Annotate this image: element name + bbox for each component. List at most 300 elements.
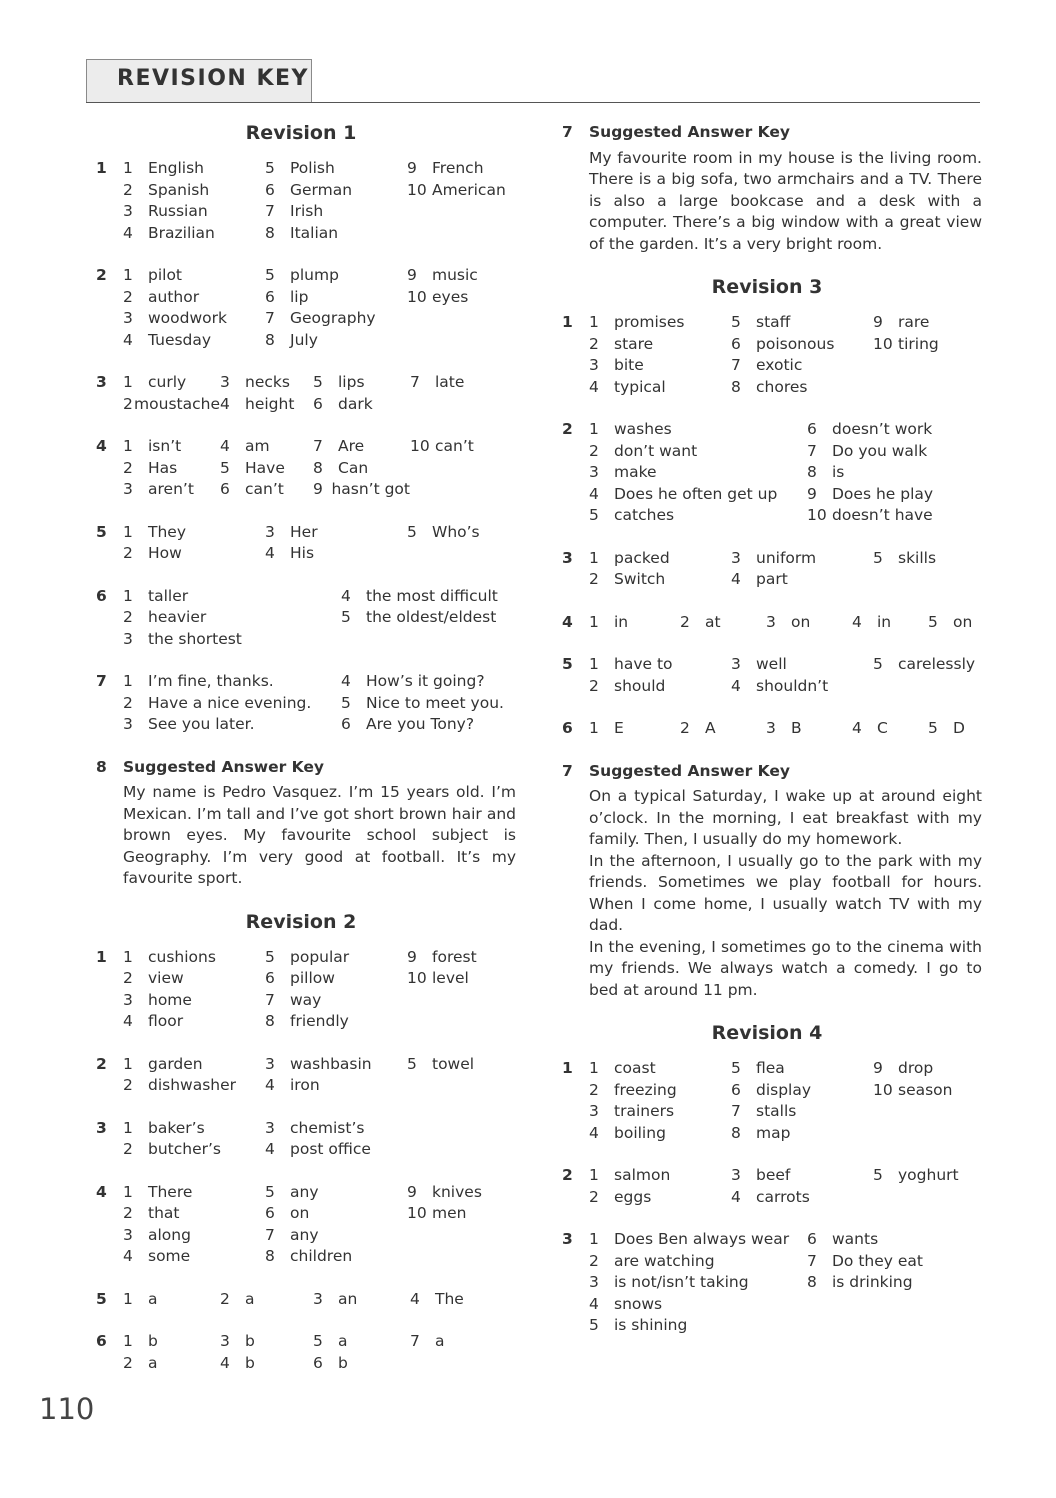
item-answer: taller xyxy=(148,586,189,605)
item-answer: children xyxy=(290,1247,353,1265)
exercise-essay xyxy=(562,122,982,255)
item-answer: English xyxy=(148,159,204,177)
answer-item xyxy=(407,287,537,309)
exercise-number: 6 xyxy=(562,719,573,737)
item-answer: eyes xyxy=(432,287,469,306)
item-answer: Can xyxy=(338,458,369,477)
item-number xyxy=(807,1315,832,1337)
answer-item xyxy=(265,201,407,223)
answer-item xyxy=(265,1011,407,1033)
item-answer: Switch xyxy=(614,570,666,588)
item-answer: Does he play xyxy=(832,484,934,503)
item-number: 5 xyxy=(407,1054,417,1073)
item-answer: yoghurt xyxy=(898,1166,959,1184)
item-number: 8 xyxy=(265,1247,275,1265)
answer-item xyxy=(873,654,1003,676)
exercise xyxy=(562,1058,982,1144)
item-number: 7 xyxy=(410,1332,420,1350)
answer-item xyxy=(123,287,265,309)
item-number: 3 xyxy=(123,715,133,733)
item-number: 1 xyxy=(123,522,133,541)
item-answer: butcher’s xyxy=(148,1140,221,1158)
item-number xyxy=(873,1123,898,1145)
item-number xyxy=(873,569,898,591)
item-number: 3 xyxy=(220,373,230,391)
answer-item xyxy=(220,458,313,480)
answer-grid xyxy=(123,265,516,351)
item-number: 10 xyxy=(873,334,893,353)
exercise xyxy=(96,158,516,244)
answer-item xyxy=(123,180,265,202)
answer-item xyxy=(123,586,341,608)
item-number: 1 xyxy=(123,1054,133,1073)
item-answer: should xyxy=(614,676,666,695)
item-answer: any xyxy=(290,1182,319,1201)
item-number xyxy=(410,394,435,416)
answer-grid xyxy=(123,372,516,415)
item-number: 1 xyxy=(589,655,599,673)
item-number: 3 xyxy=(589,356,599,374)
item-number: 7 xyxy=(265,1225,275,1244)
answer-item xyxy=(731,1080,873,1102)
item-answer: freezing xyxy=(614,1080,677,1099)
answer-grid xyxy=(589,612,982,634)
answer-item xyxy=(123,265,265,287)
answer-item xyxy=(873,334,1003,356)
item-number: 3 xyxy=(731,655,741,673)
answer-item xyxy=(407,265,537,287)
item-answer: C xyxy=(877,719,888,737)
item-number: 1 xyxy=(589,1059,599,1077)
answer-item xyxy=(766,718,852,740)
item-answer: well xyxy=(756,655,787,673)
item-number: 9 xyxy=(407,947,417,966)
item-answer: along xyxy=(148,1225,191,1244)
item-number: 4 xyxy=(341,586,351,605)
answer-item xyxy=(123,1331,220,1353)
item-number: 9 xyxy=(873,1059,883,1077)
answer-item xyxy=(731,334,873,356)
item-number: 4 xyxy=(589,377,599,396)
answer-item xyxy=(265,947,407,969)
answer-item xyxy=(589,334,731,356)
item-answer: See you later. xyxy=(148,715,255,733)
item-answer: on xyxy=(791,612,811,631)
answer-item xyxy=(410,479,500,501)
item-number: 2 xyxy=(123,458,133,477)
item-answer: some xyxy=(148,1247,191,1265)
item-answer: in xyxy=(614,612,629,631)
suggested-answer-heading: Suggested Answer Key xyxy=(589,123,791,141)
answer-item xyxy=(123,1139,265,1161)
item-number: 2 xyxy=(123,544,133,562)
answer-grid xyxy=(589,718,982,740)
exercise-number: 2 xyxy=(96,266,107,284)
item-number: 2 xyxy=(123,1353,133,1372)
item-number: 2 xyxy=(589,441,599,460)
item-number: 6 xyxy=(265,969,275,987)
item-number xyxy=(407,1118,432,1140)
item-number: 7 xyxy=(265,309,275,327)
item-answer: make xyxy=(614,463,657,481)
answer-item xyxy=(407,1139,537,1161)
answer-item xyxy=(807,484,997,506)
answer-item xyxy=(407,968,537,990)
exercise-number: 2 xyxy=(562,1166,573,1184)
item-number xyxy=(407,1011,432,1033)
item-number xyxy=(410,479,435,501)
item-answer: post office xyxy=(290,1140,371,1158)
item-answer: doesn’t work xyxy=(832,420,933,438)
item-answer: is not/isn’t taking xyxy=(614,1273,749,1291)
answer-item xyxy=(265,223,407,245)
item-number: 8 xyxy=(807,1273,817,1291)
item-number: 10 xyxy=(410,437,430,455)
item-number xyxy=(407,201,432,223)
item-answer: garden xyxy=(148,1054,203,1073)
item-answer: stalls xyxy=(756,1102,797,1120)
answer-item xyxy=(852,612,928,634)
answer-item xyxy=(123,1054,265,1076)
answer-item xyxy=(731,377,873,399)
item-number: 3 xyxy=(589,1273,599,1291)
item-answer: curly xyxy=(148,373,187,391)
item-number: 5 xyxy=(589,506,599,524)
item-number: 5 xyxy=(873,548,883,567)
answer-item xyxy=(313,458,410,480)
answer-item xyxy=(265,522,407,544)
item-answer: E xyxy=(614,719,624,737)
item-answer: is drinking xyxy=(832,1273,913,1291)
item-answer: boiling xyxy=(614,1123,666,1142)
answer-item xyxy=(123,1246,265,1268)
item-number: 2 xyxy=(589,1187,599,1206)
answer-item xyxy=(852,718,928,740)
item-number: 3 xyxy=(589,1102,599,1120)
item-answer: Are xyxy=(338,437,365,455)
answer-paragraphs xyxy=(589,786,982,1001)
answer-item xyxy=(589,654,731,676)
answer-item xyxy=(220,372,313,394)
exercise-number: 8 xyxy=(96,757,107,776)
item-number: 3 xyxy=(265,1118,275,1137)
item-answer: hasn’t got xyxy=(331,480,410,498)
answer-item xyxy=(313,1353,410,1375)
answer-item xyxy=(265,287,407,309)
item-number: 2 xyxy=(123,608,133,626)
item-number: 9 xyxy=(407,266,417,284)
exercise xyxy=(96,947,516,1033)
answer-item xyxy=(410,1289,500,1311)
item-answer: a xyxy=(245,1289,255,1308)
item-answer: a xyxy=(148,1353,158,1372)
item-number xyxy=(873,355,898,377)
answer-item xyxy=(766,612,852,634)
item-number: 4 xyxy=(220,1353,230,1372)
answer-item xyxy=(731,1101,873,1123)
answer-item xyxy=(589,377,731,399)
exercise-number: 1 xyxy=(96,159,107,177)
answer-item xyxy=(341,629,531,651)
exercise-number: 7 xyxy=(562,123,573,141)
item-number xyxy=(407,308,432,330)
answer-item xyxy=(589,1229,807,1251)
answer-item xyxy=(873,312,1003,334)
answer-grid xyxy=(123,436,516,501)
answer-item xyxy=(265,180,407,202)
answer-item xyxy=(873,676,1003,698)
answer-item xyxy=(123,201,265,223)
item-answer: forest xyxy=(432,947,477,966)
exercise-number: 1 xyxy=(562,313,573,331)
item-number: 2 xyxy=(680,612,690,631)
answer-item xyxy=(410,436,500,458)
answer-grid xyxy=(123,586,516,651)
item-number: 6 xyxy=(265,287,275,306)
item-answer: Does Ben always wear xyxy=(614,1230,790,1248)
answer-item xyxy=(589,312,731,334)
item-number: 3 xyxy=(766,719,776,737)
answer-item xyxy=(731,1058,873,1080)
answer-item xyxy=(410,394,500,416)
exercise-number: 5 xyxy=(96,1289,107,1308)
item-answer: Spanish xyxy=(148,180,210,199)
item-answer: flea xyxy=(756,1059,785,1077)
answer-item xyxy=(873,548,1003,570)
answer-item xyxy=(731,569,873,591)
item-number: 1 xyxy=(589,1166,599,1184)
answer-item xyxy=(341,714,531,736)
item-number: 3 xyxy=(313,1289,323,1308)
exercise xyxy=(562,718,982,740)
item-number: 5 xyxy=(928,612,938,631)
item-answer: chores xyxy=(756,377,808,396)
answer-item xyxy=(589,1058,731,1080)
answer-grid xyxy=(589,1058,982,1144)
item-answer: map xyxy=(756,1123,791,1142)
header-rule xyxy=(86,102,980,103)
answer-item xyxy=(410,1353,500,1375)
answer-item xyxy=(807,505,997,527)
item-answer: Are you Tony? xyxy=(366,715,475,733)
answer-item xyxy=(589,1315,807,1337)
answer-item xyxy=(220,394,313,416)
item-number: 6 xyxy=(313,1353,323,1372)
item-number: 4 xyxy=(220,437,230,455)
item-number: 7 xyxy=(731,356,741,374)
answer-item xyxy=(407,1182,537,1204)
item-number: 5 xyxy=(313,373,323,391)
item-number: 6 xyxy=(265,180,275,199)
answer-item xyxy=(731,548,873,570)
item-number: 5 xyxy=(265,159,275,177)
revision-2-title: Revision 2 xyxy=(245,910,357,933)
answer-item xyxy=(407,1011,537,1033)
item-answer: pillow xyxy=(290,969,335,987)
left-column xyxy=(96,122,516,1395)
item-number: 9 xyxy=(873,313,883,331)
item-answer: music xyxy=(432,266,478,284)
item-answer: exotic xyxy=(756,356,803,374)
answer-item xyxy=(731,355,873,377)
exercise xyxy=(96,522,516,565)
item-answer: Do you walk xyxy=(832,441,928,460)
exercise xyxy=(96,436,516,501)
item-answer: lip xyxy=(290,287,309,306)
answer-item xyxy=(265,1225,407,1247)
item-number: 5 xyxy=(265,947,275,966)
item-answer: typical xyxy=(614,377,666,396)
item-answer: b xyxy=(338,1353,348,1372)
exercise xyxy=(96,1054,516,1097)
answer-item xyxy=(589,419,807,441)
item-number: 4 xyxy=(589,484,599,503)
page-title: REVISION KEY xyxy=(117,66,309,91)
answer-item xyxy=(731,1165,873,1187)
item-number: 5 xyxy=(265,266,275,284)
item-answer: rare xyxy=(898,313,930,331)
item-answer: How xyxy=(148,544,182,562)
item-number: 1 xyxy=(123,1289,133,1308)
item-answer: dark xyxy=(338,394,373,413)
answer-item xyxy=(807,419,997,441)
item-number: 5 xyxy=(873,1166,883,1184)
answer-item xyxy=(123,1353,220,1375)
item-answer: iron xyxy=(290,1076,320,1094)
item-answer: bite xyxy=(614,356,644,374)
item-number xyxy=(407,1075,432,1097)
item-answer: am xyxy=(245,437,270,455)
exercise-number: 4 xyxy=(96,437,107,455)
answer-item xyxy=(123,693,341,715)
item-number: 4 xyxy=(123,330,133,349)
answer-item xyxy=(407,330,537,352)
answer-item xyxy=(407,1075,537,1097)
answer-item xyxy=(123,458,220,480)
answer-grid xyxy=(123,671,516,736)
item-number: 10 xyxy=(407,287,427,306)
item-answer: knives xyxy=(432,1182,482,1201)
item-number: 1 xyxy=(123,373,133,391)
item-answer: The xyxy=(435,1289,464,1308)
answer-item xyxy=(407,1225,537,1247)
answer-item xyxy=(123,1289,220,1311)
answer-paragraph: On a typical Saturday, I wake up at around eight o’clock. In the morning, I eat breakfast with my family. Then, I usually do my homework. xyxy=(589,787,982,848)
item-answer: American xyxy=(432,180,506,199)
item-answer: carrots xyxy=(756,1187,810,1206)
answer-item xyxy=(265,1139,407,1161)
item-answer: Do they eat xyxy=(832,1251,923,1270)
answer-item xyxy=(313,436,410,458)
exercise-number: 4 xyxy=(562,612,573,631)
item-answer: Geography xyxy=(290,309,376,327)
exercise-number: 1 xyxy=(96,947,107,966)
item-number: 2 xyxy=(123,287,133,306)
answer-item xyxy=(407,223,537,245)
item-number: 4 xyxy=(265,1076,275,1094)
answer-item xyxy=(589,1123,731,1145)
answer-item xyxy=(265,543,407,565)
exercise xyxy=(96,1289,516,1311)
item-answer: wants xyxy=(832,1230,879,1248)
answer-item xyxy=(265,158,407,180)
answer-item xyxy=(407,990,537,1012)
item-answer: a xyxy=(338,1332,348,1350)
item-answer: can’t xyxy=(245,480,284,498)
answer-paragraph: In the afternoon, I usually go to the park with my friends. Sometimes we play football for hours. When I come home, I usually watch TV with my dad. xyxy=(589,851,982,934)
exercise-number: 3 xyxy=(562,548,573,567)
answer-item xyxy=(407,1118,537,1140)
item-number: 2 xyxy=(123,394,133,413)
answer-item xyxy=(928,612,988,634)
item-number: 1 xyxy=(589,1230,599,1248)
item-number: 6 xyxy=(265,1204,275,1222)
answer-item xyxy=(873,1101,1003,1123)
answer-item xyxy=(123,947,265,969)
answer-item xyxy=(407,1246,537,1268)
answer-grid xyxy=(123,522,516,565)
item-number: 4 xyxy=(123,1012,133,1030)
item-answer: author xyxy=(148,287,200,306)
item-number: 8 xyxy=(313,458,323,477)
item-number: 4 xyxy=(123,223,133,242)
answer-item xyxy=(410,372,500,394)
item-answer: the shortest xyxy=(148,629,242,648)
item-number: 6 xyxy=(731,1080,741,1099)
answer-item xyxy=(589,612,680,634)
answer-item xyxy=(807,1251,997,1273)
item-answer: uniform xyxy=(756,548,817,567)
item-number: 2 xyxy=(123,693,133,712)
answer-item xyxy=(407,201,537,223)
item-number: 8 xyxy=(731,377,741,396)
answer-item xyxy=(123,968,265,990)
item-number: 3 xyxy=(123,309,133,327)
answer-item xyxy=(589,569,731,591)
exercise xyxy=(96,1118,516,1161)
item-number: 2 xyxy=(589,676,599,695)
item-number: 6 xyxy=(807,1230,817,1248)
item-answer: carelessly xyxy=(898,655,976,673)
answer-item xyxy=(928,718,988,740)
answer-item xyxy=(873,377,1003,399)
item-answer: catches xyxy=(614,506,675,524)
answer-item xyxy=(220,1353,313,1375)
answer-item xyxy=(123,607,341,629)
item-number: 4 xyxy=(265,1140,275,1158)
item-number: 3 xyxy=(123,202,133,220)
item-answer: Italian xyxy=(290,223,339,242)
item-number: 10 xyxy=(407,180,427,199)
answer-item xyxy=(407,522,537,544)
item-number: 3 xyxy=(731,1166,741,1184)
item-number: 10 xyxy=(407,969,427,987)
item-number: 8 xyxy=(265,223,275,242)
answer-item xyxy=(407,947,537,969)
item-number: 4 xyxy=(731,570,741,588)
answer-grid xyxy=(123,158,516,244)
item-answer: dishwasher xyxy=(148,1076,237,1094)
item-number: 7 xyxy=(731,1102,741,1120)
answer-item xyxy=(807,1272,997,1294)
exercise-number: 2 xyxy=(96,1054,107,1073)
item-answer: a xyxy=(148,1289,158,1308)
answer-item xyxy=(807,1229,997,1251)
item-answer: plump xyxy=(290,266,339,284)
item-number: 4 xyxy=(731,676,741,695)
answer-grid xyxy=(589,654,982,697)
item-answer: beef xyxy=(756,1166,791,1184)
